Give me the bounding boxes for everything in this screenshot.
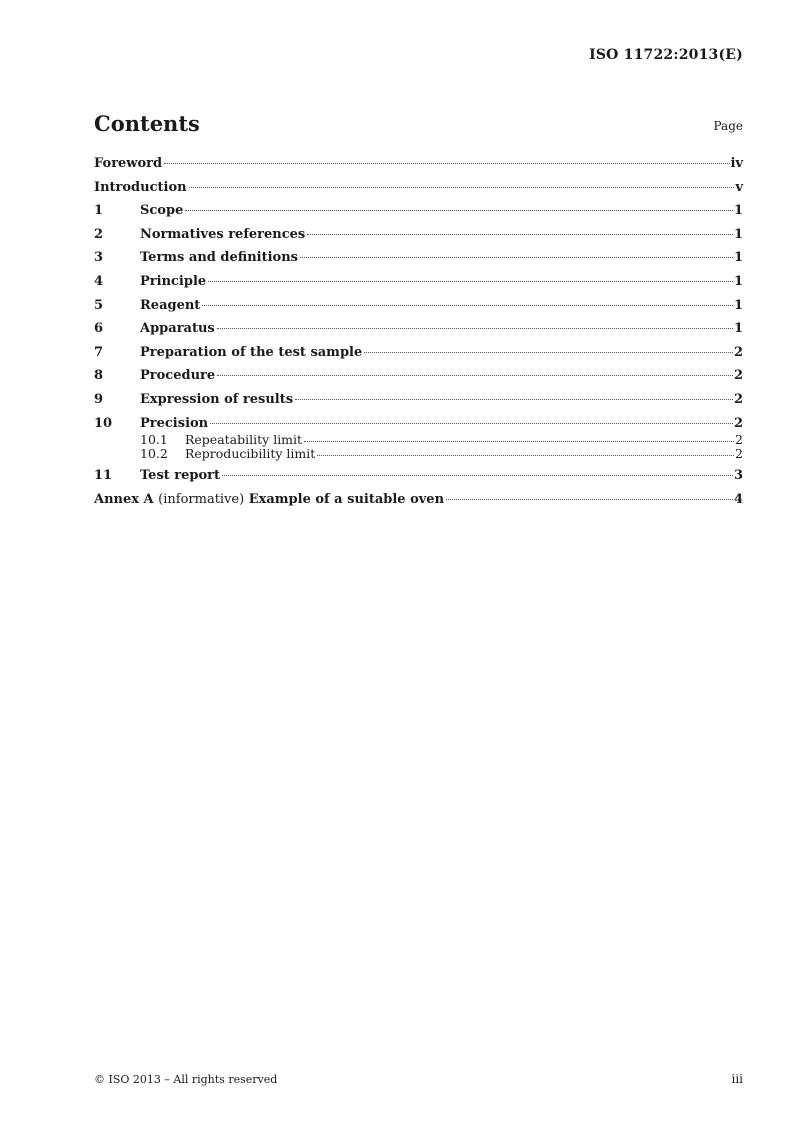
toc-entry-number: 5 (94, 297, 104, 313)
toc-entry-number: 9 (94, 391, 104, 407)
toc-entry-number: 11 (94, 468, 113, 484)
toc-entry-number: 3 (94, 250, 104, 266)
leader-dots (210, 423, 733, 424)
leader-dots (185, 210, 733, 211)
footer-page-number: iii (731, 1072, 743, 1086)
leader-dots (446, 499, 733, 500)
leader-dots (295, 399, 733, 400)
toc-entry-number: 7 (94, 344, 104, 360)
toc-entry-expression-of-results[interactable] (94, 390, 743, 414)
toc-subentry-label: Reproducibility limit (185, 446, 316, 462)
toc-entry-page: 1 (733, 250, 743, 266)
toc-entry-number: 6 (94, 321, 104, 337)
toc-subentry-reproducibility[interactable] (94, 447, 743, 461)
leader-dots (307, 234, 733, 235)
leader-dots (202, 305, 733, 306)
toc-entry-page: 3 (733, 468, 743, 484)
toc-subentry-page: 2 (735, 432, 743, 448)
toc-annex-prefix: Annex A (94, 491, 154, 507)
toc-subentry-label: Repeatability limit (185, 432, 303, 448)
leader-dots (164, 163, 729, 164)
toc-entry-scope[interactable] (94, 201, 743, 225)
toc-entry-label: Normatives references (140, 226, 306, 242)
toc-entry-number: 2 (94, 226, 104, 242)
leader-dots (222, 475, 733, 476)
toc-entry-page: 1 (733, 321, 743, 337)
toc-entry-number: 10 (94, 415, 113, 431)
toc-entry-label: Foreword (94, 156, 163, 171)
toc-entry-normative-references[interactable] (94, 225, 743, 249)
toc-subentry-number: 10.1 (140, 432, 168, 448)
toc-entry-introduction[interactable] (94, 178, 743, 202)
toc-entry-page: 2 (733, 391, 743, 407)
toc-entry-principle[interactable] (94, 272, 743, 296)
toc-entry-label: Procedure (140, 368, 216, 384)
header-doc-id: ISO 11722:2013(E) (589, 47, 743, 63)
leader-dots (189, 187, 735, 188)
toc-entry-number: 1 (94, 203, 104, 219)
toc-subentry-number: 10.2 (140, 446, 168, 462)
table-of-contents (94, 154, 743, 513)
toc-annex-title: Example of a suitable oven (248, 491, 445, 507)
leader-dots (364, 352, 733, 353)
toc-entry-label: Preparation of the test sample (140, 344, 363, 360)
toc-subentry-repeatability[interactable] (94, 433, 743, 447)
page-column-label: Page (713, 119, 743, 133)
toc-entry-page: 1 (733, 297, 743, 313)
leader-dots (300, 257, 733, 258)
toc-entry-label: Test report (140, 468, 221, 484)
leader-dots (208, 281, 733, 282)
toc-entry-test-report[interactable] (94, 466, 743, 490)
toc-entry-reagent[interactable] (94, 296, 743, 320)
toc-annex-note: (informative) (158, 491, 245, 507)
footer-copyright: © ISO 2013 – All rights reserved (94, 1073, 278, 1086)
toc-entry-label: Introduction (94, 179, 187, 195)
toc-subentry-page: 2 (735, 446, 743, 462)
toc-entry-label: Principle (140, 273, 207, 289)
toc-entry-apparatus[interactable] (94, 319, 743, 343)
toc-entry-page: 2 (733, 368, 743, 384)
toc-entry-label: Precision (140, 415, 209, 431)
toc-entry-test-sample[interactable] (94, 343, 743, 367)
toc-entry-page: 2 (733, 344, 743, 360)
toc-entry-page: 1 (733, 273, 743, 289)
toc-entry-page: iv (730, 156, 743, 171)
leader-dots (317, 455, 734, 456)
toc-entry-number: 4 (94, 273, 104, 289)
toc-subentries-precision (94, 433, 743, 461)
toc-entry-page: v (735, 179, 743, 195)
toc-entry-label: Reagent (140, 297, 201, 313)
toc-entry-procedure[interactable] (94, 366, 743, 390)
toc-entry-label: Expression of results (140, 391, 294, 407)
toc-entry-annex-a[interactable] (94, 490, 743, 514)
toc-entry-label: Scope (140, 203, 184, 219)
page-title: Contents (94, 111, 200, 136)
toc-entry-page: 2 (733, 415, 743, 431)
toc-entry-foreword[interactable] (94, 154, 743, 178)
toc-entry-page: 1 (733, 226, 743, 242)
leader-dots (217, 328, 733, 329)
leader-dots (304, 441, 734, 442)
leader-dots (217, 375, 733, 376)
toc-entry-label: Apparatus (140, 321, 215, 337)
toc-entry-terms-definitions[interactable] (94, 248, 743, 272)
toc-entry-page: 1 (733, 203, 743, 219)
toc-entry-number: 8 (94, 368, 104, 384)
toc-entry-page: 4 (733, 491, 743, 507)
toc-entry-label: Terms and definitions (140, 250, 298, 266)
